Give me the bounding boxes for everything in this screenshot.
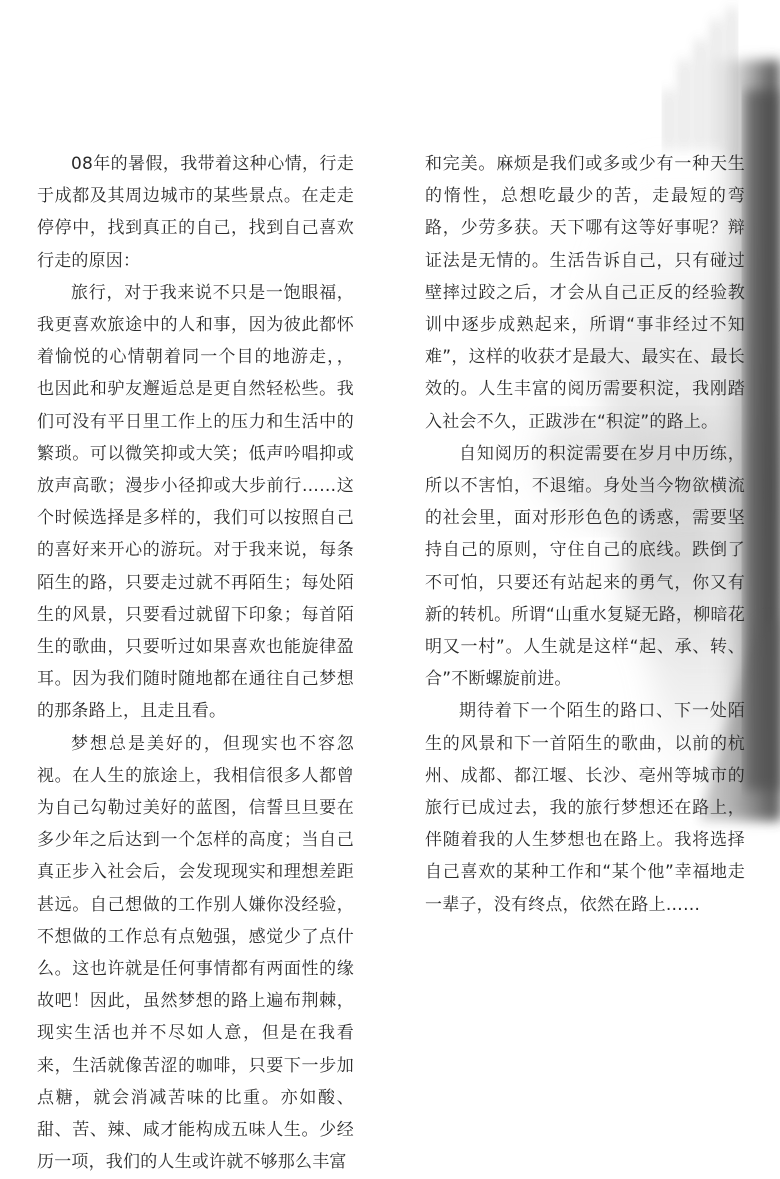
paragraph-summer-travel-intro: 08年的暑假，我带着这种心情，行走于成都及其周边城市的某些景点。在走走停停中，找到真正的自己，找到自己喜欢行走的原因：	[37, 154, 354, 271]
paragraph-looking-forward: 期待着下一个陌生的路口、下一处陌生的风景和下一首陌生的歌曲，以前的杭州、成都、都江堰、长沙、亳州等城市的旅行已成过去，我的旅行梦想还在路上，伴随着我的人生梦想也在路上。我将选择自己喜欢的某种工作和“某个他”幸福地走一辈子，没有终点，依然在路上……	[425, 701, 745, 915]
paragraph-accumulating-experience: 自知阅历的积淀需要在岁月中历练，所以不害怕，不退缩。身处当今物欲横流的社会里，面对形形色色的诱惑，需要坚持自己的原则，守住自己的底线。跌倒了不可怕，只要还有站起来的勇气，你又有新的转机。所谓“山重水复疑无路，柳暗花明又一村”。人生就是这样“起、承、转、合”不断螺旋前进。	[425, 443, 745, 690]
article-right-column	[425, 148, 745, 921]
paragraph-travel-meaning: 旅行，对于我来说不只是一饱眼福，我更喜欢旅途中的人和事，因为彼此都怀着愉悦的心情朝着同一个目的地游走，，也因此和驴友邂逅总是更自然轻松些。我们可没有平日里工作上的压力和生活中的繁琐。可以微笑抑或大笑；低声吟唱抑或放声高歌；漫步小径抑或大步前行……这个时候选择是多样的，我们可以按照自己的喜好来开心的游玩。对于我来说，每条陌生的路，只要走过就不再陌生；每处陌生的风景，只要看过就留下印象；每首陌生的歌曲，只要听过如果喜欢也能旋律盈耳。因为我们随时随地都在通往自己梦想的那条路上，且走且看。	[37, 282, 354, 722]
paragraph-dream-and-reality: 梦想总是美好的，但现实也不容忽视。在人生的旅途上，我相信很多人都曾为自己勾勒过美好的蓝图，信誓旦旦要在多少年之后达到一个怎样的高度；当自己真正步入社会后，会发现现实和理想差距甚远。自己想做的工作别人嫌你没经验，不想做的工作总有点勉强，感觉少了点什么。这也许就是任何事情都有两面性的缘故吧！因此，虽然梦想的路上遍布荆棘，现实生活也并不尽如人意，但是在我看来，生活就像苦涩的咖啡，只要下一步加点糖，就会消减苦味的比重。亦如酸、甜、苦、辣、咸才能构成五味人生。少经历一项，我们的人生或许就不够那么丰富	[37, 733, 354, 1173]
paragraph-continued-life-experience: 和完美。麻烦是我们或多或少有一种天生的惰性，总想吃最少的苦，走最短的弯路，少劳多获。天下哪有这等好事呢？辩证法是无情的。生活告诉自己，只有碰过壁摔过跤之后，才会从自己正反的经验教训中逐步成熟起来，所谓“事非经过不知难”，这样的收获才是最大、最实在、最长效的。人生丰富的阅历需要积淀，我刚踏入社会不久，正跋涉在“积淀”的路上。	[425, 154, 745, 432]
article-left-column	[37, 148, 354, 1179]
